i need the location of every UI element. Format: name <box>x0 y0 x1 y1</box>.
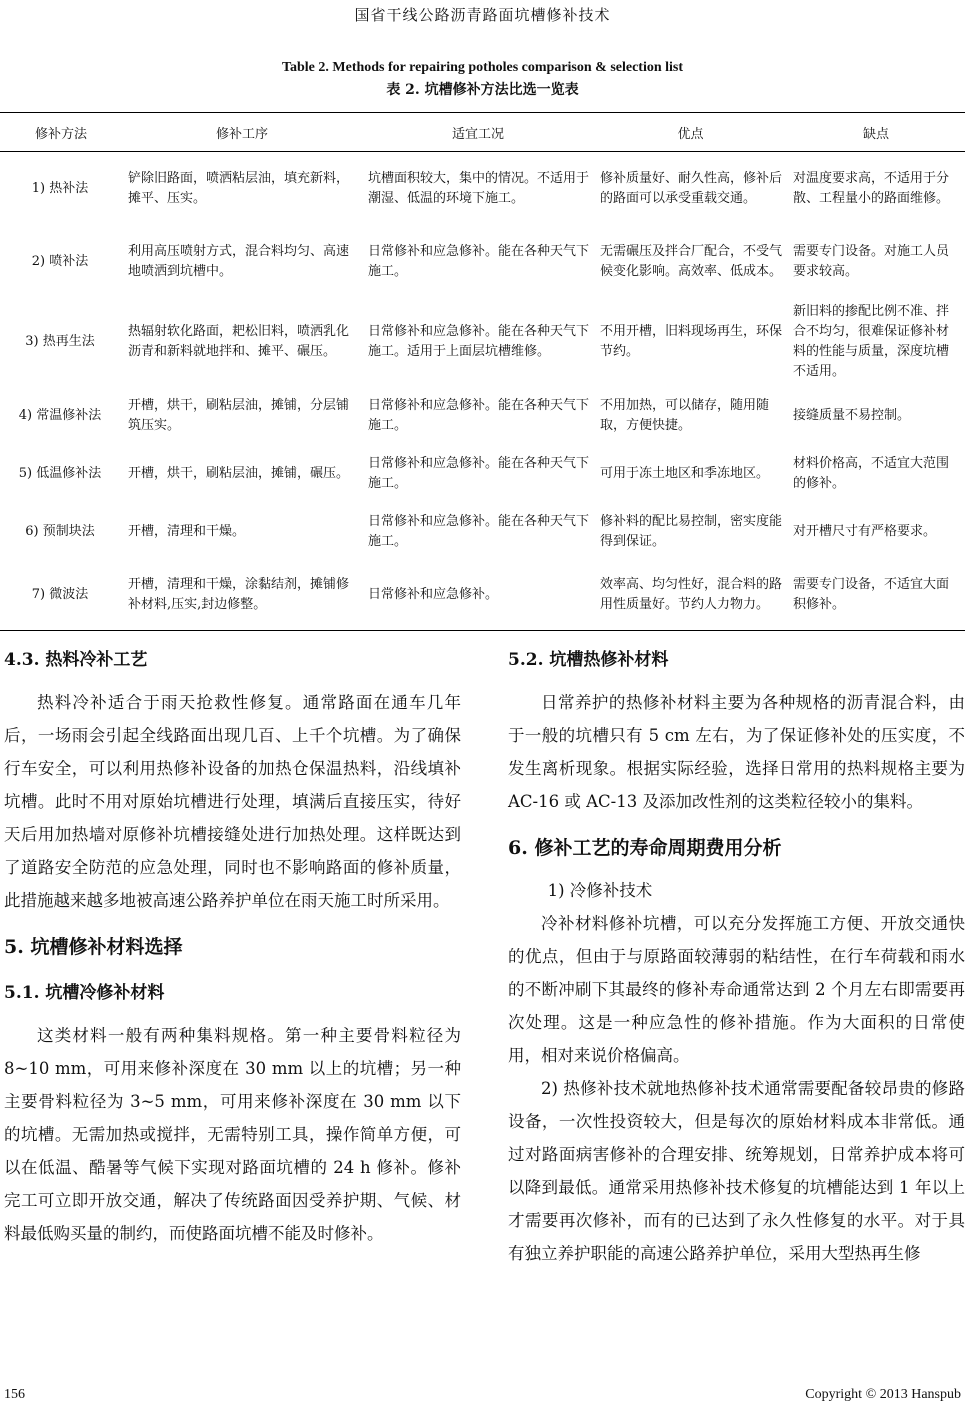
cell-disadvantages: 需要专门设备。对施工人员要求较高。 <box>793 243 950 279</box>
section-6-paragraph-2: 2) 热修补技术就地热修补技术通常需要配备较昂贵的修路设备，一次性投资较大，但是每次的原始材料成本非常低。通过对路面病害修补的合理安排、统筹规划，日常养护成本将可以降到最低。通常采用热修补技术修复的坑槽能达到 1 年以上才需要再次修补，而有的已达到了永久性修复的水平。对于具有独立养护职能的高速公路养护单位，采用大型热再生修 <box>508 1079 965 1263</box>
section-4-3-paragraph: 热料冷补适合于雨天抢救性修复。通常路面在通车几年后，一场雨会引起全线路面出现几百、上千个坑槽。为了确保行车安全，可以利用热修补设备的加热仓保温热料，沿线填补坑槽。此时不用对原始坑槽进行处理，填满后直接压实，待好天后用加热墙对原修补坑槽接缝处进行加热处理。这样既达到了道路安全防范的应急处理，同时也不影响路面的修补质量，此措施越来越多地被高速公路养护单位在雨天施工时所采用。 <box>4 693 461 910</box>
cell-advantages: 不用开槽，旧料现场再生，环保节约。 <box>600 323 783 359</box>
table-row <box>0 227 965 297</box>
cell-method: 3) 热再生法 <box>25 333 95 349</box>
cell-advantages: 效率高、均匀性好，混合料的路用性质量好。节约人力物力。 <box>594 561 787 631</box>
table-row <box>0 387 965 445</box>
table-row <box>0 152 965 227</box>
section-5-2-title: 5.2. 坑槽热修补材料 <box>508 650 669 670</box>
running-head: 国省干线公路沥青路面坑槽修补技术 <box>354 6 611 24</box>
cell-procedure: 开槽，烘干，刷粘层油，摊铺，分层铺筑压实。 <box>128 397 350 433</box>
table-caption-zh: 表 2. 坑槽修补方法比选一览表 <box>386 82 579 98</box>
header-method: 修补方法 <box>0 113 122 152</box>
section-5-title: 5. 坑槽修补材料选择 <box>4 936 183 958</box>
table-row <box>0 445 965 503</box>
copyright-notice: Copyright © 2013 Hanspub <box>805 1387 961 1402</box>
methods-table <box>0 112 965 631</box>
header-procedure: 修补工序 <box>122 113 362 152</box>
cell-conditions: 坑槽面积较大，集中的情况。不适用于潮湿、低温的环境下施工。 <box>368 171 590 207</box>
section-6-paragraph-1: 冷补材料修补坑槽，可以充分发挥施工方便、开放交通快的优点，但由于与原路面较薄弱的粘结性，在行车荷载和雨水的不断冲刷下其最终的修补寿命通常达到 2 个月左右即需要再次处理。这是一种应急性的修补措施。作为大面积的日常使用，相对来说价格偏高。 <box>508 914 965 1065</box>
cell-advantages: 不用加热，可以储存，随用随取，方便快捷。 <box>600 397 770 433</box>
cell-procedure: 铲除旧路面，喷洒粘层油，填充新料，摊平、压实。 <box>128 171 350 207</box>
cell-conditions: 日常修补和应急修补。能在各种天气下施工。 <box>368 397 590 433</box>
cell-advantages: 修补料的配比易控制，密实度能得到保证。 <box>600 513 783 549</box>
header-advantages: 优点 <box>594 113 787 152</box>
cell-procedure: 热辐射软化路面，耙松旧料，喷洒乳化沥青和新料就地拌和、摊平、碾压。 <box>128 323 350 359</box>
table-row <box>0 561 965 631</box>
section-6-title: 6. 修补工艺的寿命周期费用分析 <box>508 837 782 859</box>
cell-disadvantages: 对温度要求高，不适用于分散、工程量小的路面维修。 <box>793 171 950 207</box>
section-5-1-paragraph: 这类材料一般有两种集料规格。第一种主要骨料粒径为 8~10 mm，可用来修补深度在 30 mm 以上的坑槽；另一种主要骨料粒径为 3~5 mm，可用来修补深度在 30 mm 以下的坑槽。无需加热或搅拌，无需特别工具，操作简单方便，可以在低温、酷暑等气候下实现对路面坑槽的 24 h 修补。修补完工可立即开放交通，解决了传统路面因受养护期、气候、材料最低购买量的制约，而使路面坑槽不能及时修补。 <box>4 1026 461 1243</box>
cell-advantages: 无需碾压及拌合厂配合，不受气候变化影响。高效率、低成本。 <box>600 243 783 279</box>
cell-conditions: 日常修补和应急修补。能在各种天气下施工。 <box>368 243 590 279</box>
section-4-3-title: 4.3. 热料冷补工艺 <box>4 650 148 670</box>
cell-disadvantages: 新旧料的掺配比例不准、拌合不均匀，很难保证修补材料的性能与质量，深度坑槽不适用。 <box>793 303 950 379</box>
cell-disadvantages: 材料价格高，不适宜大范围的修补。 <box>793 455 950 491</box>
cell-method: 4) 常温修补法 <box>18 407 102 423</box>
cell-procedure: 开槽，清理和干燥。 <box>128 523 246 539</box>
right-column <box>508 640 965 1270</box>
cell-disadvantages: 对开槽尺寸有严格要求。 <box>793 523 937 539</box>
header-disadvantages: 缺点 <box>787 113 965 152</box>
table-row <box>0 297 965 387</box>
table-caption-en: Table 2. Methods for repairing potholes comparison & selection list <box>281 60 684 75</box>
cell-disadvantages: 需要专门设备，不适宜大面积修补。 <box>787 561 965 631</box>
cell-conditions: 日常修补和应急修补。能在各种天气下施工。 <box>368 513 590 549</box>
cell-disadvantages: 接缝质量不易控制。 <box>793 407 911 423</box>
cell-method: 5) 低温修补法 <box>18 465 102 481</box>
cell-advantages: 修补质量好、耐久性高，修补后的路面可以承受重载交通。 <box>600 171 783 207</box>
cell-conditions: 日常修补和应急修补。能在各种天气下施工。适用于上面层坑槽维修。 <box>368 323 590 359</box>
section-6-item-1: 1) 冷修补技术 <box>547 881 653 900</box>
cell-method: 7) 微波法 <box>0 561 122 631</box>
cell-method: 6) 预制块法 <box>25 523 95 539</box>
section-5-1-title: 5.1. 坑槽冷修补材料 <box>4 983 165 1003</box>
cell-method: 2) 喷补法 <box>31 253 89 269</box>
cell-procedure: 开槽，烘干，刷粘层油，摊铺，碾压。 <box>128 465 350 481</box>
page-number: 156 <box>4 1387 25 1402</box>
cell-conditions: 日常修补和应急修补。能在各种天气下施工。 <box>368 455 590 491</box>
table-row <box>0 503 965 561</box>
table-header-row <box>0 113 965 152</box>
left-column <box>4 640 461 1250</box>
cell-advantages: 可用于冻土地区和季冻地区。 <box>600 465 770 481</box>
cell-conditions: 日常修补和应急修补。 <box>362 561 594 631</box>
header-conditions: 适宜工况 <box>362 113 594 152</box>
cell-method: 1) 热补法 <box>31 181 89 197</box>
cell-procedure: 开槽，清理和干燥，涂黏结剂，摊铺修补材料,压实,封边修整。 <box>122 561 362 631</box>
section-5-2-paragraph: 日常养护的热修补材料主要为各种规格的沥青混合料，由于一般的坑槽只有 5 cm 左右，为了保证修补处的压实度，不发生离析现象。根据实际经验，选择日常用的热料规格主要为 AC-16 或 AC-13 及添加改性剂的这类粒径较小的集料。 <box>508 693 965 811</box>
cell-procedure: 利用高压喷射方式，混合料均匀、高速地喷洒到坑槽中。 <box>128 243 350 279</box>
